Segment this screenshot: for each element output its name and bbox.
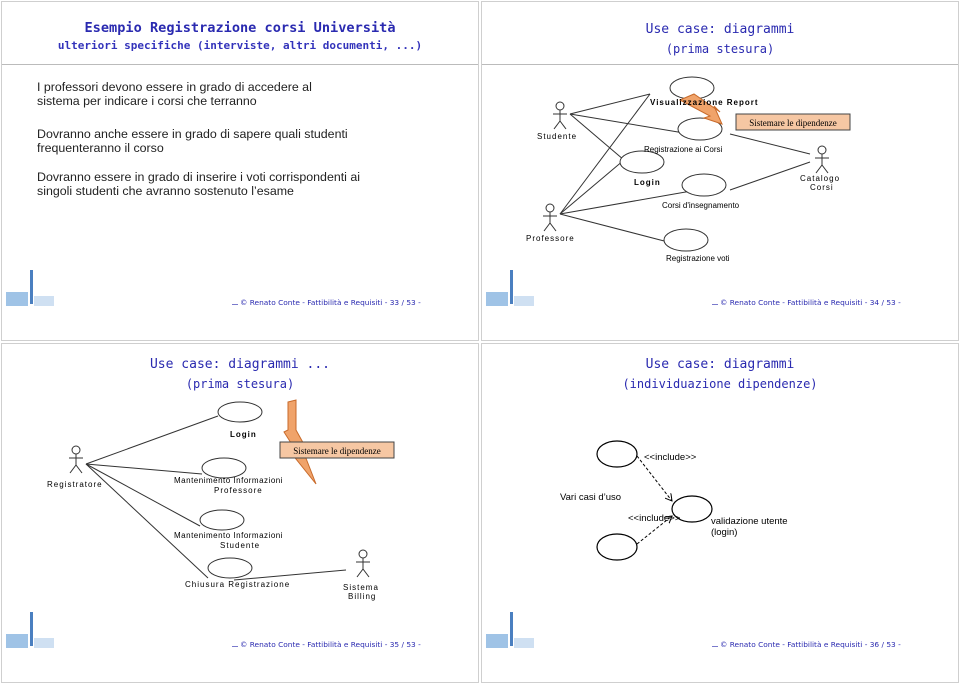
use-case-label: Mantenimento Informazioni xyxy=(174,531,283,540)
use-case-ellipse xyxy=(597,441,637,467)
include-label: <<include>> xyxy=(644,452,697,463)
use-case-label: Visualizzazione Report xyxy=(650,98,759,107)
actor-professore-icon xyxy=(543,204,557,231)
footer xyxy=(482,640,959,654)
validazione-label: (login) xyxy=(711,527,738,538)
use-case-label: Chiusura Registrazione xyxy=(185,580,291,589)
include-diagram xyxy=(482,344,959,614)
actor-catalogo-icon xyxy=(815,146,829,173)
use-case-label: Registrazione voti xyxy=(666,254,730,263)
paragraph: I professori devono essere in grado di accedere al sistema per indicare i corsi che terranno xyxy=(37,80,312,108)
title-divider xyxy=(2,64,478,65)
use-case-registrazione-voti xyxy=(664,229,708,251)
callout-label: Sistemare le dipendenze xyxy=(293,446,381,456)
slide-subtitle: (individuazione dipendenze) xyxy=(622,377,818,391)
use-case-chiusura xyxy=(208,558,252,578)
actor-studente-icon xyxy=(553,102,567,129)
slide-title: Use case: diagrammi ... xyxy=(149,357,330,372)
actor-label: Sistema xyxy=(343,583,379,592)
slide-subtitle: (prima stesura) xyxy=(185,377,295,391)
slide-subtitle: ulteriori specifiche (interviste, altri documenti, ...) xyxy=(57,39,423,52)
use-case-mantenimento-professore xyxy=(202,458,246,478)
slide-35 xyxy=(1,343,479,683)
slide-34 xyxy=(481,1,959,341)
actor-label: Corsi xyxy=(810,183,834,192)
use-case-label: Professore xyxy=(214,486,263,495)
footer xyxy=(2,298,479,312)
include-label: <<include>> xyxy=(628,513,681,524)
callout-label: Sistemare le dipendenze xyxy=(749,118,837,128)
use-case-corsi-insegnamento xyxy=(682,174,726,196)
use-case-label: Corsi d'insegnamento xyxy=(662,201,740,210)
actor-label: Catalogo xyxy=(800,174,841,183)
footer-text: © Renato Conte - Fattibilità e Requisiti - 36 / 53 - xyxy=(720,640,901,649)
slide-title: Use case: diagrammi xyxy=(645,22,795,37)
footer xyxy=(482,298,959,312)
use-case-label: Mantenimento Informazioni xyxy=(174,476,283,485)
actor-label: Studente xyxy=(537,132,578,141)
footer-text: © Renato Conte - Fattibilità e Requisiti - 34 / 53 - xyxy=(720,298,901,307)
use-case-diagram xyxy=(482,2,959,272)
validazione-label: validazione utente xyxy=(711,516,788,527)
use-case-ellipse xyxy=(597,534,637,560)
footer-text: © Renato Conte - Fattibilità e Requisiti - 33 / 53 - xyxy=(240,298,421,307)
vari-casi-label: Vari casi d’uso xyxy=(560,492,622,503)
slide-title: Esempio Registrazione corsi Università xyxy=(84,20,396,36)
use-case-login xyxy=(620,151,664,173)
slide-subtitle: (prima stesura) xyxy=(665,42,775,56)
use-case-label: Login xyxy=(634,178,661,187)
use-case-login xyxy=(218,402,262,422)
actor-label: Registratore xyxy=(47,480,103,489)
use-case-label: Login xyxy=(230,430,257,439)
use-case-label: Registrazione ai Corsi xyxy=(644,145,723,154)
use-case-diagram xyxy=(2,344,479,614)
actor-label: Billing xyxy=(348,592,377,601)
slide-36 xyxy=(481,343,959,683)
actor-label: Professore xyxy=(526,234,575,243)
use-case-mantenimento-studente xyxy=(200,510,244,530)
use-case-label: Studente xyxy=(220,541,261,550)
actor-registratore-icon xyxy=(69,446,83,473)
paragraph: Dovranno essere in grado di inserire i voti corrispondenti ai singoli studenti che avranno sostenuto l’esame xyxy=(37,170,361,198)
footer-text: © Renato Conte - Fattibilità e Requisiti - 35 / 53 - xyxy=(240,640,421,649)
paragraph: Dovranno anche essere in grado di sapere quali studenti frequenteranno il corso xyxy=(37,127,348,155)
actor-billing-icon xyxy=(356,550,370,577)
footer xyxy=(2,640,479,654)
slide-33 xyxy=(1,1,479,341)
slide-title: Use case: diagrammi xyxy=(645,357,795,372)
